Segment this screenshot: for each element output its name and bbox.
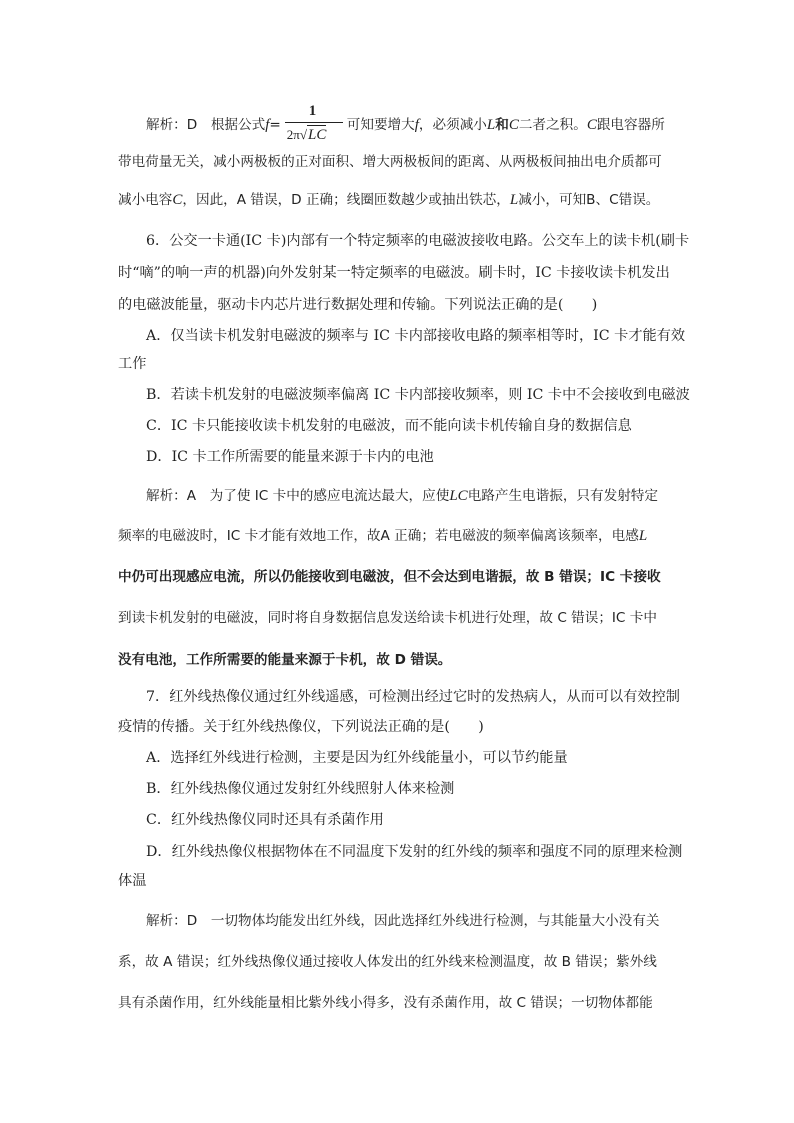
text: 减小电容	[118, 192, 173, 208]
q6-option-b: B．若读卡机发射的电磁波频率偏离 IC 卡内部接收频率，则 IC 卡中不会接收到电磁波	[146, 387, 690, 403]
text: 电路产生电谐振，只有发射特定	[467, 488, 658, 504]
text: 减小，可知B、C错误。	[518, 192, 660, 208]
q7-option-b: B．红外线热像仪通过发射红外线照射人体来检测	[146, 781, 455, 797]
q5-explanation-line-3	[118, 191, 659, 209]
q6-explanation-line-3: 中仍可出现感应电流，所以仍能接收到电磁波，但不会达到电谐振，故 B 错误；IC 卡接收	[118, 569, 661, 585]
q6-stem-line-2: 时“嘀”的响一声的机器)向外发射某一特定频率的电磁波。刷卡时，IC 卡接收读卡机发出	[118, 265, 670, 281]
q5-explanation-line-2: 带电荷量无关，减小两极板的正对面积、增大两极板间的距离、从两极板间抽出电介质都可	[118, 154, 662, 170]
q7-option-c: C．红外线热像仪同时还具有杀菌作用	[146, 812, 384, 828]
text: ，因此，A 错误，D 正确；线圈匝数越少或抽出铁芯，	[182, 192, 510, 208]
var: C	[172, 192, 183, 208]
q7-option-a: A．选择红外线进行检测，主要是因为红外线能量小，可以节约能量	[146, 750, 568, 766]
text: 频率的电磁波时，IC 卡才能有效地工作，故A 正确；若电磁波的频率偏离该频率，电感	[118, 528, 639, 544]
text: 二者之积。	[518, 117, 587, 133]
q5-explanation-line-1	[146, 103, 665, 143]
text: 跟电容器所	[596, 117, 665, 133]
var: L	[638, 528, 648, 544]
q6-option-a-line-2: 工作	[118, 356, 147, 372]
text: 解析：A 为了使 IC 卡中的感应电流达最大，应使	[146, 488, 450, 504]
q6-explanation-line-1	[146, 487, 658, 505]
q7-stem-line-1: 7．红外线热像仪通过红外线遥感，可检测出经过它时的发热病人，从而可以有效控制	[146, 689, 680, 705]
q6-explanation-line-4: 到读卡机发射的电磁波，同时将自身数据信息发送给读卡机进行处理，故 C 错误；IC 卡中	[118, 610, 657, 626]
q6-stem-line-1: 6．公交一卡通(IC 卡)内部有一个特定频率的电磁波接收电路。公交车上的读卡机(刷卡	[146, 233, 690, 249]
q7-explanation-line-1: 解析：D 一切物体均能发出红外线，因此选择红外线进行检测，与其能量大小没有关	[146, 913, 660, 929]
var: f	[414, 117, 419, 133]
q7-stem-line-2: 疫情的传播。关于红外线热像仪，下列说法正确的是( )	[118, 719, 484, 735]
q6-explanation-line-5: 没有电池，工作所需要的能量来源于卡机，故 D 错误。	[118, 652, 452, 668]
var: LC	[449, 488, 468, 504]
var: L	[509, 192, 519, 208]
fraction-bar	[285, 122, 343, 123]
fraction-numerator: 1	[308, 103, 317, 119]
formula-fraction	[283, 103, 345, 143]
q7-option-d-line-2: 体温	[118, 873, 147, 889]
q6-option-a-line-1: A．仅当读卡机发射电磁波的频率与 IC 卡内部接收电路的频率相等时，IC 卡才能有效	[146, 328, 686, 344]
var: C	[508, 117, 519, 133]
q7-option-d-line-1: D．红外线热像仪根据物体在不同温度下发射的红外线的频率和强度不同的原理来检测	[146, 844, 683, 860]
q6-stem-line-3: 的电磁波能量，驱动卡内芯片进行数据处理和传输。下列说法正确的是( )	[118, 297, 598, 313]
q7-explanation-line-2: 系，故 A 错误；红外线热像仪通过接收人体发出的红外线来检测温度，故 B 错误；紫外线	[118, 954, 657, 970]
radicand: LC	[308, 127, 327, 143]
text: 和	[495, 117, 509, 133]
text: 可知要增大	[346, 117, 415, 133]
var: L	[486, 117, 496, 133]
var: C	[586, 117, 597, 133]
sqrt-icon: √	[299, 127, 307, 142]
q6-option-c: C．IC 卡只能接收读卡机发射的电磁波，而不能向读卡机传输自身的数据信息	[146, 418, 632, 434]
fraction-denominator	[287, 125, 327, 144]
text: ，必须减小	[418, 117, 487, 133]
q6-explanation-line-2	[118, 527, 647, 545]
var-f: f	[265, 117, 270, 133]
q6-option-d: D．IC 卡工作所需要的能量来源于卡内的电池	[146, 449, 434, 465]
text: =	[269, 117, 281, 133]
text: 解析：D 根据公式	[146, 117, 266, 133]
text: 2π	[286, 127, 300, 142]
q7-explanation-line-3: 具有杀菌作用，红外线能量相比紫外线小得多，没有杀菌作用，故 C 错误；一切物体都能	[118, 995, 653, 1011]
